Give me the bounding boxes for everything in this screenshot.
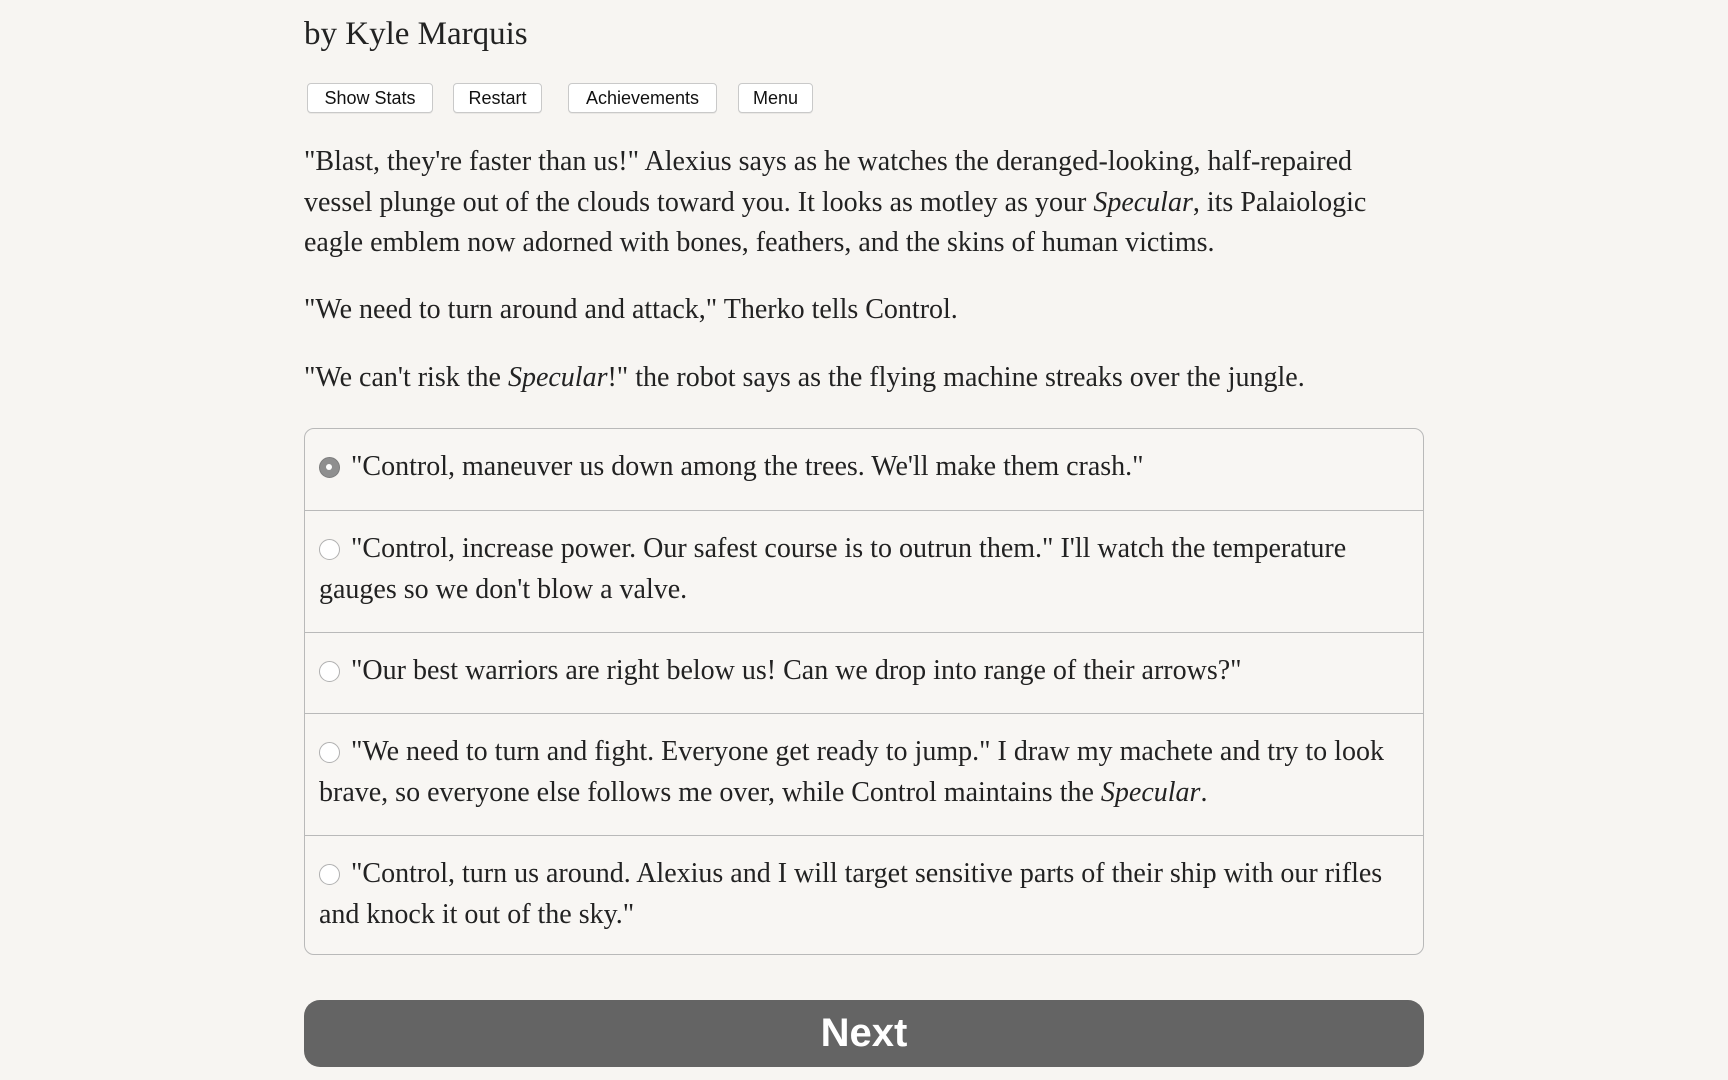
ship-name: Specular	[507, 362, 608, 393]
achievements-button[interactable]: Achievements	[568, 83, 717, 113]
story-text: "Blast, they're faster than us!" Alexius says as he watches the deranged-looking, half-repaired vessel plunge out of the clouds toward you. It looks as motley as your	[304, 146, 1353, 218]
radio-icon[interactable]	[319, 864, 340, 885]
restart-button[interactable]: Restart	[453, 83, 542, 113]
choice-text: "Control, turn us around. Alexius and I will target sensitive parts of their ship with our rifles and knock it out of the sky."	[319, 858, 1383, 930]
choice-text: "Control, maneuver us down among the trees. We'll make them crash."	[351, 451, 1144, 482]
choice-option-1[interactable]	[305, 429, 1423, 510]
story-paragraph-2: "We need to turn around and attack," Therko tells Control.	[304, 294, 958, 325]
ship-name: Specular	[1093, 186, 1193, 218]
choice-list	[304, 428, 1424, 955]
choice-option-5[interactable]	[305, 835, 1423, 955]
next-button[interactable]: Next	[304, 1000, 1424, 1067]
story-text: , its Palaiologic eagle emblem now adorned with bones, feathers, and the skins of human victims.	[304, 186, 1367, 258]
author-byline: by Kyle Marquis	[304, 16, 528, 52]
choice-text: .	[1200, 776, 1208, 808]
ship-name: Specular	[1100, 776, 1201, 808]
choice-option-4[interactable]	[305, 713, 1423, 835]
story-paragraph-1	[304, 142, 1424, 264]
show-stats-button[interactable]: Show Stats	[307, 83, 433, 113]
radio-icon[interactable]	[319, 539, 340, 560]
choice-text: "We need to turn and fight. Everyone get ready to jump." I draw my machete and try to look brave, so everyone else follows me over, while Control maintains the	[319, 736, 1384, 808]
radio-icon[interactable]	[319, 742, 340, 763]
story-text: !" the robot says as the flying machine streaks over the jungle.	[607, 362, 1305, 393]
menu-button[interactable]: Menu	[738, 83, 813, 113]
choice-text: "Our best warriors are right below us! Can we drop into range of their arrows?"	[351, 655, 1242, 686]
radio-selected-icon[interactable]	[319, 457, 340, 478]
story-text: "We can't risk the	[304, 362, 508, 393]
choice-option-3[interactable]	[305, 632, 1423, 713]
radio-icon[interactable]	[319, 661, 340, 682]
choice-option-2[interactable]	[305, 510, 1423, 632]
story-paragraph-3	[304, 358, 1424, 399]
choice-text: "Control, increase power. Our safest course is to outrun them." I'll watch the temperature gauges so we don't blow a valve.	[319, 533, 1347, 605]
